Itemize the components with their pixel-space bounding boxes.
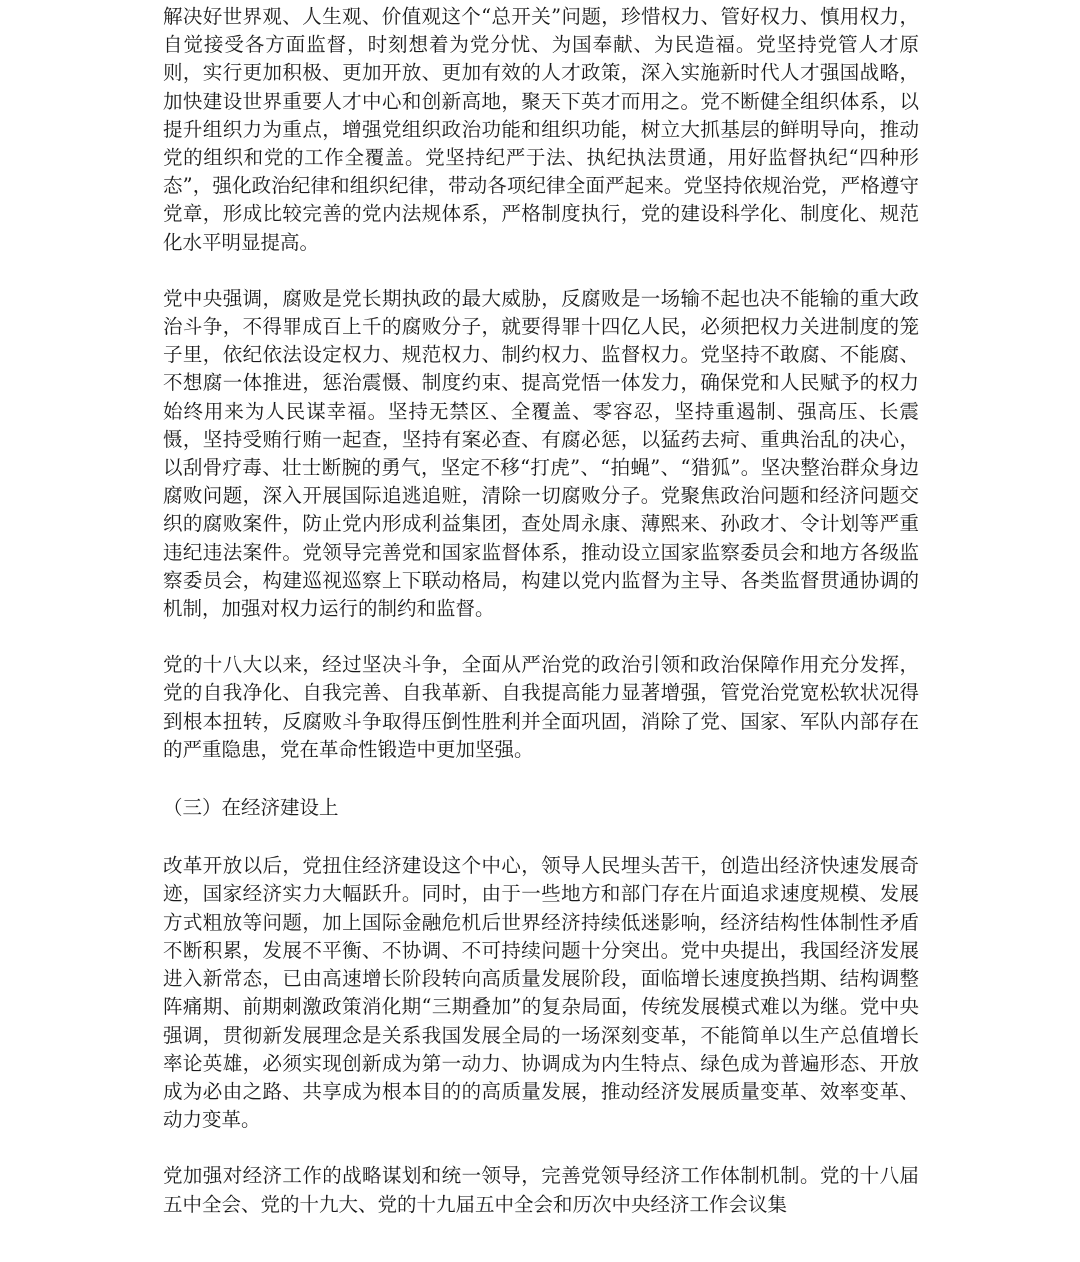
document-body xyxy=(163,3,919,1219)
paragraph-party-building: 解决好世界观、人生观、价值观这个“总开关”问题，珍惜权力、管好权力、慎用权力，自觉接受各方面监督，时刻想着为党分忧、为国奉献、为民造福。党坚持党管人才原则，实行更加积极、更加开放、更加有效的人才政策，深入实施新时代人才强国战略，加快建设世界重要人才中心和创新高地，聚天下英才而用之。党不断健全组织体系，以提升组织力为重点，增强党组织政治功能和组织功能，树立大抓基层的鲜明导向，推动党的组织和党的工作全覆盖。党坚持纪严于法、执纪执法贯通，用好监督执纪“四种形态”，强化政治纪律和组织纪律，带动各项纪律全面严起来。党坚持依规治党，严格遵守党章，形成比较完善的党内法规体系，严格制度执行，党的建设科学化、制度化、规范化水平明显提高。 xyxy=(163,5,919,254)
paragraph-economic-leadership: 党加强对经济工作的战略谋划和统一领导，完善党领导经济工作体制机制。党的十八届五中全会、党的十九大、党的十九届五中全会和历次中央经济工作会议集 xyxy=(163,1164,919,1216)
paragraph-since-18th-congress: 党的十八大以来，经过坚决斗争，全面从严治党的政治引领和政治保障作用充分发挥，党的自我净化、自我完善、自我革新、自我提高能力显著增强，管党治党宽松软状况得到根本扭转，反腐败斗争取得压倒性胜利并全面巩固，消除了党、国家、军队内部存在的严重隐患，党在革命性锻造中更加坚强。 xyxy=(163,653,919,761)
section-heading-economic-construction: （三）在经济建设上 xyxy=(163,796,339,820)
paragraph-economic-new-normal: 改革开放以后，党扭住经济建设这个中心，领导人民埋头苦干，创造出经济快速发展奇迹，国家经济实力大幅跃升。同时，由于一些地方和部门存在片面追求速度规模、发展方式粗放等问题，加上国际金融危机后世界经济持续低迷影响，经济结构性体制性矛盾不断积累，发展不平衡、不协调、不可持续问题十分突出。党中央提出，我国经济发展进入新常态，已由高速增长阶段转向高质量发展阶段，面临增长速度换挡期、结构调整阵痛期、前期刺激政策消化期“三期叠加”的复杂局面，传统发展模式难以为继。党中央强调，贯彻新发展理念是关系我国发展全局的一场深刻变革，不能简单以生产总值增长率论英雄，必须实现创新成为第一动力、协调成为内生特点、绿色成为普遍形态、开放成为必由之路、共享成为根本目的的高质量发展，推动经济发展质量变革、效率变革、动力变革。 xyxy=(163,854,919,1132)
paragraph-anti-corruption: 党中央强调，腐败是党长期执政的最大威胁，反腐败是一场输不起也决不能输的重大政治斗争，不得罪成百上千的腐败分子，就要得罪十四亿人民，必须把权力关进制度的笼子里，依纪依法设定权力、规范权力、制约权力、监督权力。党坚持不敢腐、不能腐、不想腐一体推进，惩治震慑、制度约束、提高党悟一体发力，确保党和人民赋予的权力始终用来为人民谋幸福。坚持无禁区、全覆盖、零容忍，坚持重遏制、强高压、长震慑，坚持受贿行贿一起查，坚持有案必查、有腐必惩，以猛药去疴、重典治乱的决心，以刮骨疗毒、壮士断腕的勇气，坚定不移“打虎”、“拍蝇”、“猎狐”。坚决整治群众身边腐败问题，深入开展国际追逃追赃，清除一切腐败分子。党聚焦政治问题和经济问题交织的腐败案件，防止党内形成利益集团，查处周永康、薄熙来、孙政才、令计划等严重违纪违法案件。党领导完善党和国家监督体系，推动设立国家监察委员会和地方各级监察委员会，构建巡视巡察上下联动格局，构建以党内监督为主导、各类监督贯通协调的机制，加强对权力运行的制约和监督。 xyxy=(163,286,919,621)
